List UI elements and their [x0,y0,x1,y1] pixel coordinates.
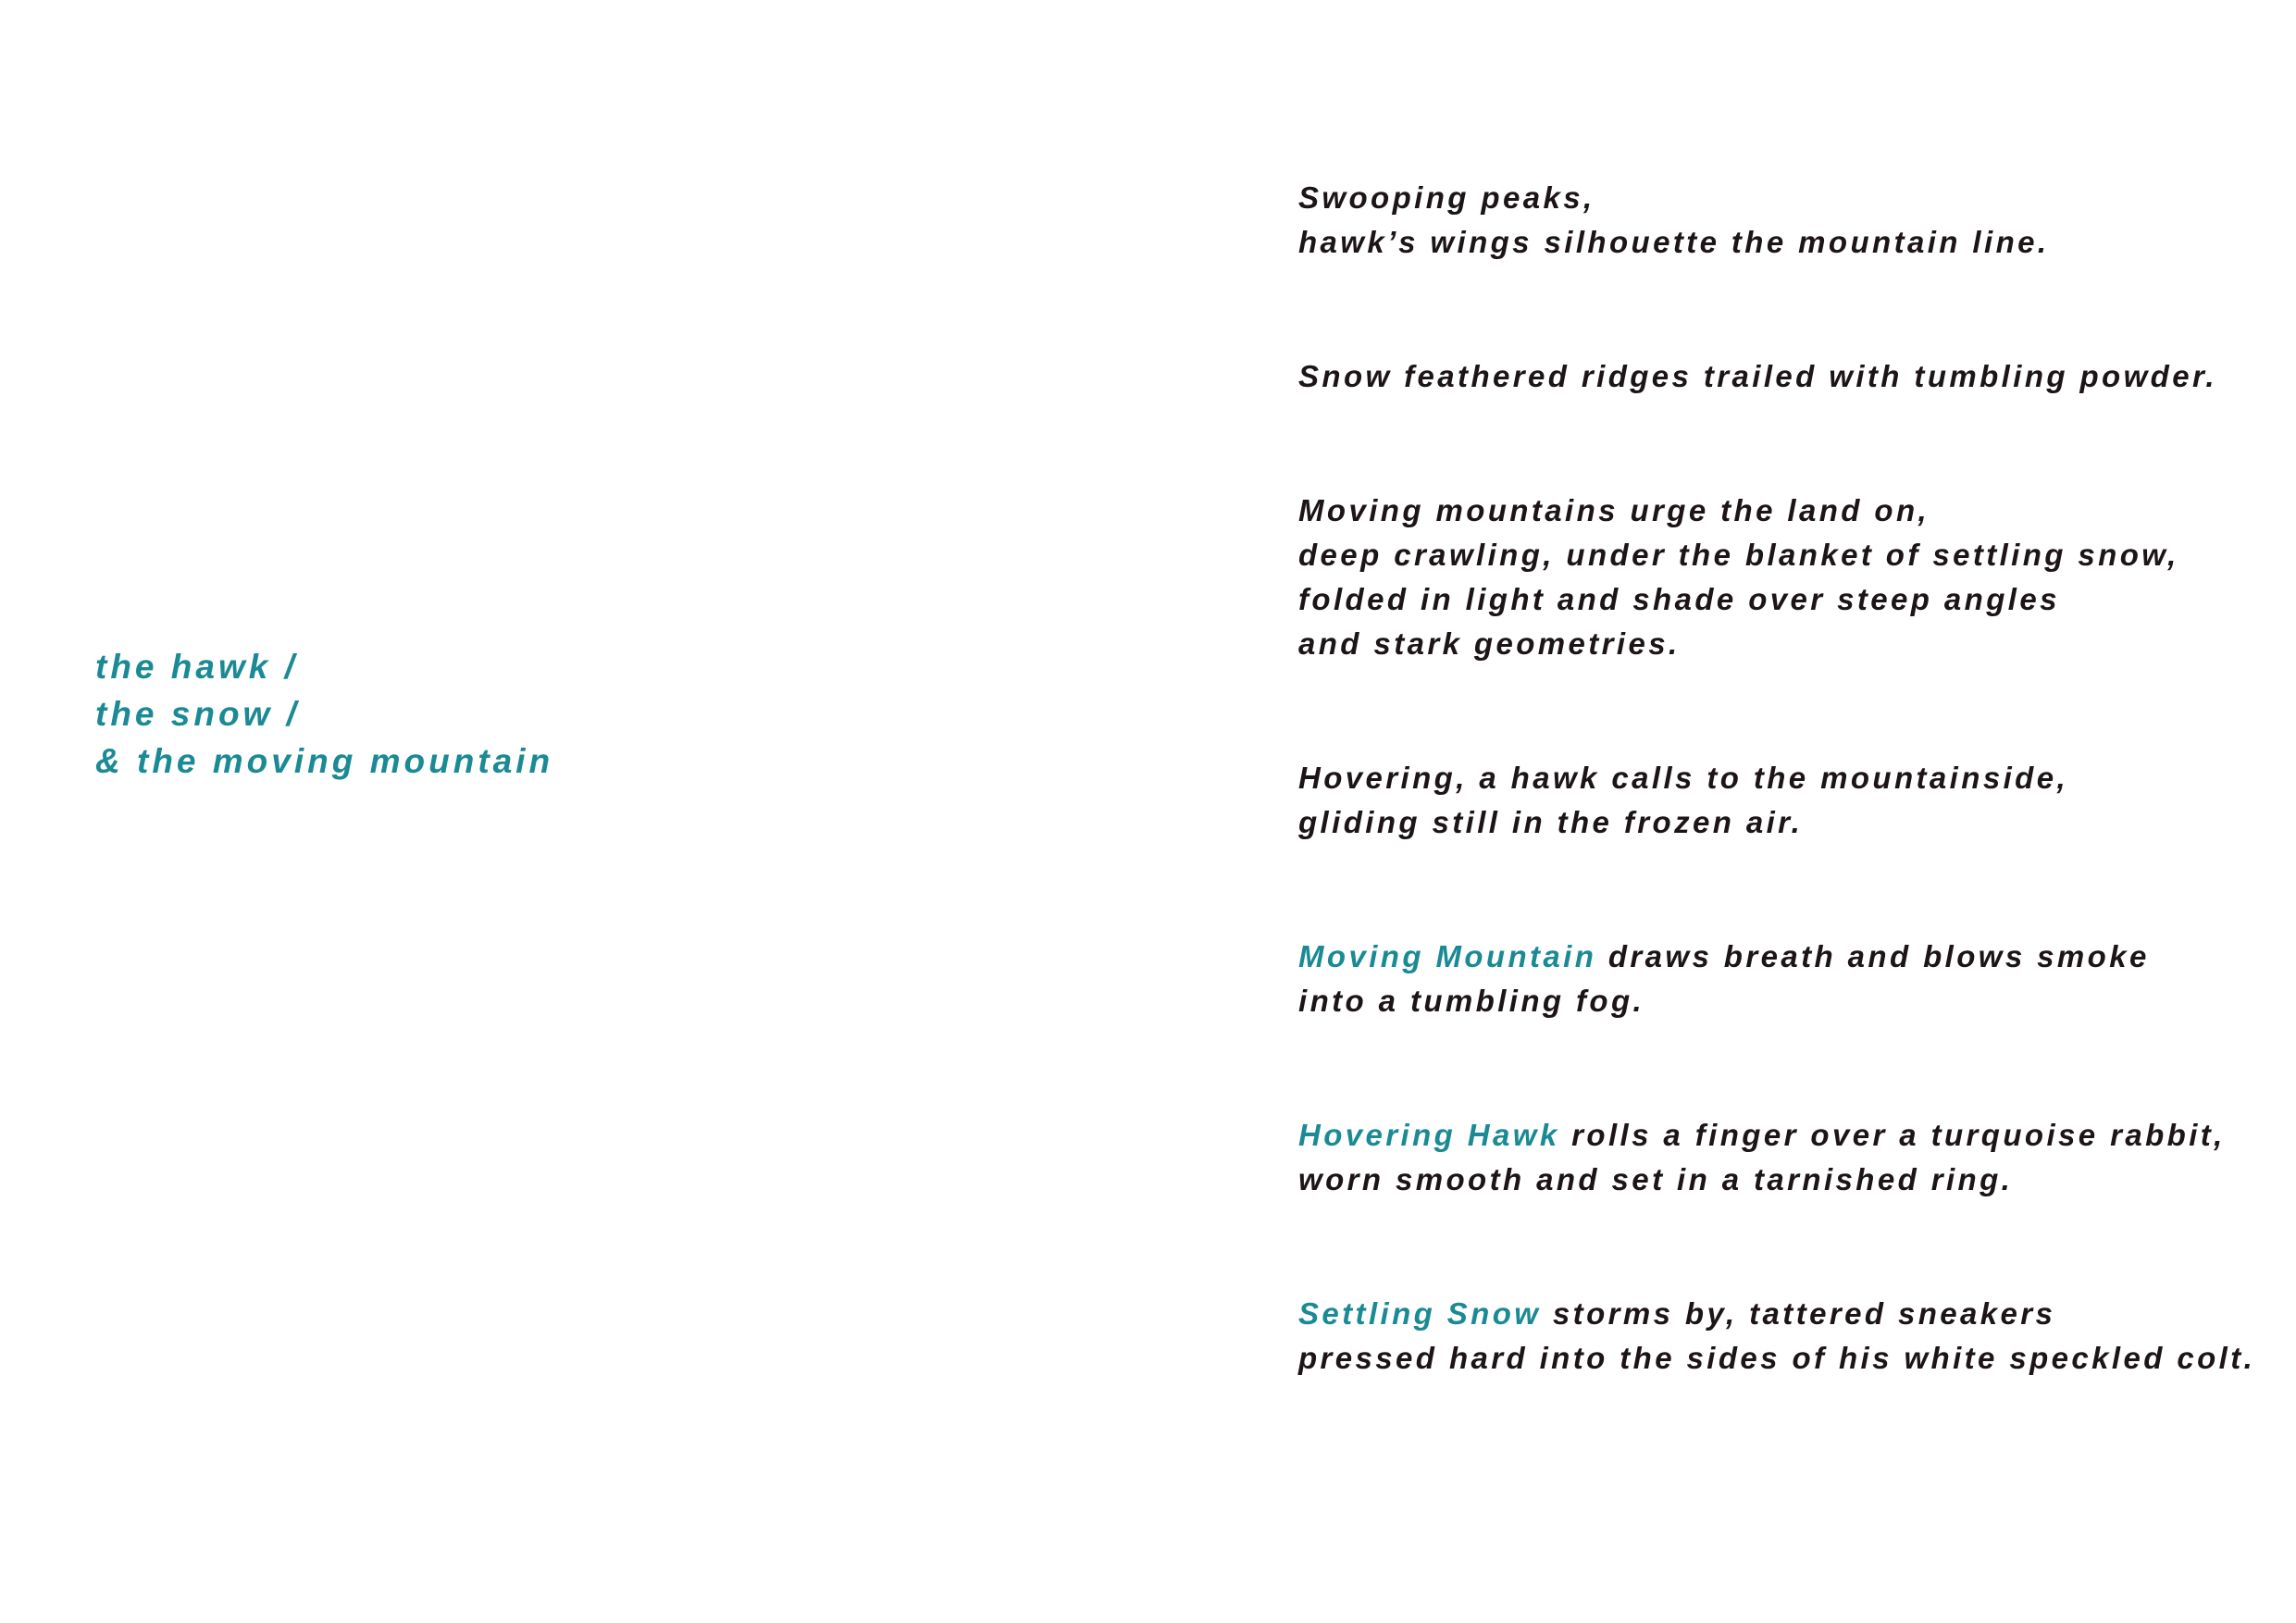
line-text: into a tumbling fog. [1298,984,1645,1018]
line-text: folded in light and shade over steep angles [1298,582,2060,616]
line-text: gliding still in the frozen air. [1298,805,1804,839]
stanza [1298,1113,2224,1202]
line-text: Moving mountains urge the land on, [1298,493,1930,527]
poem-line [1298,622,2224,666]
line-text: storms by, tattered sneakers [1541,1296,2056,1331]
stanza [1298,935,2224,1023]
poem-line [1298,577,2224,622]
poem-line [1298,176,2224,220]
poem-line [1298,1292,2224,1336]
poem-line [1298,354,2224,399]
line-text: Snow feathered ridges trailed with tumbling powder. [1298,359,2217,393]
poem-line [1298,489,2224,533]
line-text: deep crawling, under the blanket of settling snow, [1298,538,2179,572]
poem-line [1298,1113,2224,1158]
poem-line [1298,220,2224,265]
title-line: & the moving mountain [95,742,554,780]
poem-line [1298,1158,2224,1202]
highlight-phrase: Moving Mountain [1298,939,1597,973]
stanza [1298,756,2224,845]
line-text: hawk’s wings silhouette the mountain line. [1298,225,2050,259]
stanza [1298,489,2224,666]
highlight-phrase: Settling Snow [1298,1296,1542,1331]
stanza [1298,1292,2256,1381]
poem-line [1298,979,2224,1023]
poem-line [1298,756,2224,800]
poem-line [1298,800,2224,845]
poem-title [95,643,553,785]
title-line: the hawk / [95,648,298,686]
poem-body [1298,176,2256,1470]
poem-line [1298,533,2224,577]
poem-line [1298,935,2224,979]
line-text: and stark geometries. [1298,626,1681,661]
poem-line [1298,1336,2256,1381]
highlight-phrase: Hovering Hawk [1298,1118,1560,1152]
line-text: pressed hard into the sides of his white speckled colt. [1298,1341,2256,1375]
stanza [1298,176,2224,265]
right-page [1148,0,2296,1623]
line-text: draws breath and blows smoke [1596,939,2150,973]
line-text: Swooping peaks, [1298,180,1595,215]
title-line: the snow / [95,695,300,733]
line-text: Hovering, a hawk calls to the mountainside, [1298,761,2069,795]
line-text: rolls a finger over a turquoise rabbit, [1559,1118,2226,1152]
stanza [1298,354,2224,399]
line-text: worn smooth and set in a tarnished ring. [1298,1162,2014,1196]
